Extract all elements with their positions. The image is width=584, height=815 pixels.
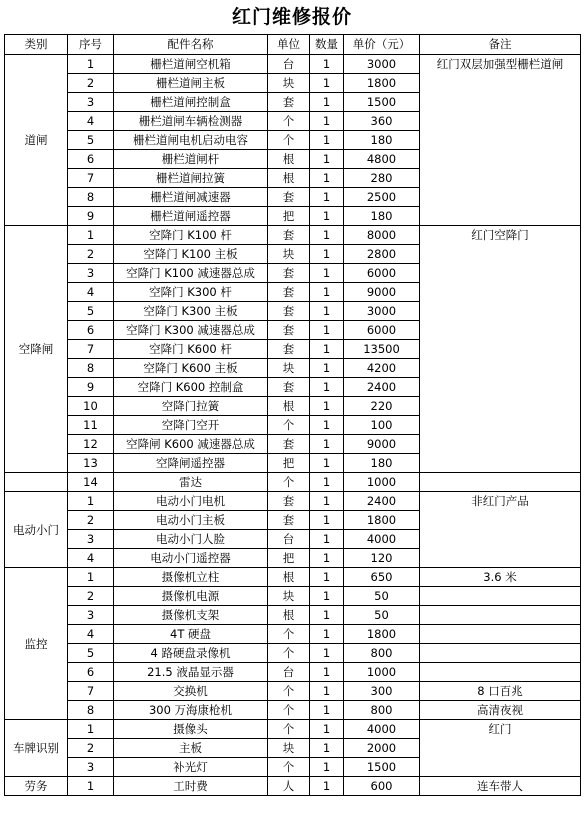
price-cell: 3000 bbox=[344, 55, 420, 74]
quote-table bbox=[4, 34, 581, 796]
quantity-cell: 1 bbox=[310, 93, 344, 112]
unit-cell: 套 bbox=[268, 226, 310, 245]
unit-cell: 套 bbox=[268, 492, 310, 511]
quantity-cell: 1 bbox=[310, 131, 344, 150]
part-name: 栅栏道闸遥控器 bbox=[114, 207, 268, 226]
part-name: 300 万海康枪机 bbox=[114, 701, 268, 720]
part-name: 栅栏道闸减速器 bbox=[114, 188, 268, 207]
quantity-cell: 1 bbox=[310, 378, 344, 397]
row-number: 1 bbox=[68, 568, 114, 587]
row-number: 1 bbox=[68, 777, 114, 796]
remark-cell bbox=[420, 587, 581, 606]
row-number: 3 bbox=[68, 606, 114, 625]
page-title: 红门维修报价 bbox=[231, 6, 352, 28]
table-row bbox=[5, 625, 581, 644]
table-row bbox=[5, 682, 581, 701]
price-cell: 6000 bbox=[344, 264, 420, 283]
quantity-cell: 1 bbox=[310, 416, 344, 435]
remark-cell bbox=[420, 663, 581, 682]
remark-cell: 高清夜视 bbox=[420, 701, 581, 720]
part-name: 补光灯 bbox=[114, 758, 268, 777]
row-number: 9 bbox=[68, 378, 114, 397]
table-row bbox=[5, 701, 581, 720]
unit-cell: 个 bbox=[268, 644, 310, 663]
quantity-cell: 1 bbox=[310, 169, 344, 188]
category-cell: 车牌识别 bbox=[5, 720, 68, 777]
price-cell: 50 bbox=[344, 606, 420, 625]
unit-cell: 台 bbox=[268, 663, 310, 682]
header-number: 序号 bbox=[68, 35, 114, 55]
price-cell: 180 bbox=[344, 207, 420, 226]
unit-cell: 个 bbox=[268, 416, 310, 435]
price-cell: 1800 bbox=[344, 74, 420, 93]
row-number: 6 bbox=[68, 663, 114, 682]
row-number: 5 bbox=[68, 644, 114, 663]
price-cell: 1500 bbox=[344, 93, 420, 112]
row-number: 2 bbox=[68, 74, 114, 93]
part-name: 空降门拉簧 bbox=[114, 397, 268, 416]
unit-cell: 套 bbox=[268, 283, 310, 302]
row-number: 6 bbox=[68, 150, 114, 169]
unit-cell: 套 bbox=[268, 378, 310, 397]
remark-cell: 红门空降门 bbox=[420, 226, 581, 473]
unit-cell: 台 bbox=[268, 530, 310, 549]
row-number: 8 bbox=[68, 188, 114, 207]
price-cell: 1800 bbox=[344, 511, 420, 530]
price-cell: 300 bbox=[344, 682, 420, 701]
unit-cell: 块 bbox=[268, 739, 310, 758]
quantity-cell: 1 bbox=[310, 359, 344, 378]
price-cell: 800 bbox=[344, 701, 420, 720]
part-name: 主板 bbox=[114, 739, 268, 758]
quantity-cell: 1 bbox=[310, 473, 344, 492]
header-quantity: 数量 bbox=[310, 35, 344, 55]
unit-cell: 套 bbox=[268, 264, 310, 283]
part-name: 雷达 bbox=[114, 473, 268, 492]
price-cell: 2400 bbox=[344, 378, 420, 397]
quantity-cell: 1 bbox=[310, 663, 344, 682]
quantity-cell: 1 bbox=[310, 435, 344, 454]
quantity-cell: 1 bbox=[310, 682, 344, 701]
part-name: 栅栏道闸杆 bbox=[114, 150, 268, 169]
row-number: 13 bbox=[68, 454, 114, 473]
quantity-cell: 1 bbox=[310, 74, 344, 93]
price-cell: 6000 bbox=[344, 321, 420, 340]
unit-cell: 套 bbox=[268, 435, 310, 454]
quantity-cell: 1 bbox=[310, 207, 344, 226]
quantity-cell: 1 bbox=[310, 530, 344, 549]
row-number: 2 bbox=[68, 511, 114, 530]
row-number: 7 bbox=[68, 169, 114, 188]
header-part-name: 配件名称 bbox=[114, 35, 268, 55]
remark-cell bbox=[420, 625, 581, 644]
part-name: 栅栏道闸拉簧 bbox=[114, 169, 268, 188]
row-number: 3 bbox=[68, 758, 114, 777]
quantity-cell: 1 bbox=[310, 568, 344, 587]
part-name: 电动小门遥控器 bbox=[114, 549, 268, 568]
remark-cell: 8 口百兆 bbox=[420, 682, 581, 701]
header-unit: 单位 bbox=[268, 35, 310, 55]
table-row bbox=[5, 568, 581, 587]
row-number: 7 bbox=[68, 682, 114, 701]
quantity-cell: 1 bbox=[310, 720, 344, 739]
row-number: 1 bbox=[68, 55, 114, 74]
quantity-cell: 1 bbox=[310, 340, 344, 359]
table-row bbox=[5, 587, 581, 606]
category-cell: 电动小门 bbox=[5, 492, 68, 568]
unit-cell: 个 bbox=[268, 758, 310, 777]
price-cell: 1800 bbox=[344, 625, 420, 644]
part-name: 空降门 K100 减速器总成 bbox=[114, 264, 268, 283]
unit-cell: 个 bbox=[268, 131, 310, 150]
row-number: 5 bbox=[68, 302, 114, 321]
category-cell bbox=[5, 473, 68, 492]
header-row bbox=[5, 35, 581, 55]
row-number: 4 bbox=[68, 549, 114, 568]
part-name: 4T 硬盘 bbox=[114, 625, 268, 644]
remark-cell: 红门双层加强型栅栏道闸 bbox=[420, 55, 581, 226]
part-name: 栅栏道闸车辆检测器 bbox=[114, 112, 268, 131]
quantity-cell: 1 bbox=[310, 511, 344, 530]
unit-cell: 块 bbox=[268, 359, 310, 378]
table-row bbox=[5, 720, 581, 739]
quantity-cell: 1 bbox=[310, 264, 344, 283]
row-number: 6 bbox=[68, 321, 114, 340]
price-cell: 2400 bbox=[344, 492, 420, 511]
unit-cell: 根 bbox=[268, 169, 310, 188]
row-number: 2 bbox=[68, 245, 114, 264]
unit-cell: 个 bbox=[268, 682, 310, 701]
unit-cell: 把 bbox=[268, 549, 310, 568]
quantity-cell: 1 bbox=[310, 55, 344, 74]
table-row bbox=[5, 606, 581, 625]
unit-cell: 台 bbox=[268, 55, 310, 74]
row-number: 1 bbox=[68, 492, 114, 511]
unit-cell: 套 bbox=[268, 511, 310, 530]
unit-cell: 套 bbox=[268, 188, 310, 207]
quantity-cell: 1 bbox=[310, 321, 344, 340]
unit-cell: 根 bbox=[268, 150, 310, 169]
remark-cell: 非红门产品 bbox=[420, 492, 581, 568]
quantity-cell: 1 bbox=[310, 644, 344, 663]
part-name: 空降门 K300 减速器总成 bbox=[114, 321, 268, 340]
unit-cell: 把 bbox=[268, 454, 310, 473]
remark-cell bbox=[420, 606, 581, 625]
part-name: 栅栏道闸电机启动电容 bbox=[114, 131, 268, 150]
price-cell: 13500 bbox=[344, 340, 420, 359]
row-number: 8 bbox=[68, 701, 114, 720]
price-cell: 180 bbox=[344, 454, 420, 473]
quantity-cell: 1 bbox=[310, 226, 344, 245]
price-cell: 2000 bbox=[344, 739, 420, 758]
price-cell: 4200 bbox=[344, 359, 420, 378]
unit-cell: 个 bbox=[268, 112, 310, 131]
header-remarks: 备注 bbox=[420, 35, 581, 55]
unit-cell: 个 bbox=[268, 720, 310, 739]
unit-cell: 块 bbox=[268, 587, 310, 606]
part-name: 空降闸遥控器 bbox=[114, 454, 268, 473]
unit-cell: 块 bbox=[268, 74, 310, 93]
quantity-cell: 1 bbox=[310, 188, 344, 207]
quantity-cell: 1 bbox=[310, 454, 344, 473]
unit-cell: 人 bbox=[268, 777, 310, 796]
category-cell: 道闸 bbox=[5, 55, 68, 226]
part-name: 电动小门人脸 bbox=[114, 530, 268, 549]
quantity-cell: 1 bbox=[310, 587, 344, 606]
part-name: 栅栏道闸空机箱 bbox=[114, 55, 268, 74]
unit-cell: 个 bbox=[268, 625, 310, 644]
unit-cell: 套 bbox=[268, 321, 310, 340]
part-name: 4 路硬盘录像机 bbox=[114, 644, 268, 663]
part-name: 摄像机支架 bbox=[114, 606, 268, 625]
part-name: 交换机 bbox=[114, 682, 268, 701]
row-number: 14 bbox=[68, 473, 114, 492]
price-cell: 280 bbox=[344, 169, 420, 188]
part-name: 摄像机立柱 bbox=[114, 568, 268, 587]
remark-cell: 3.6 米 bbox=[420, 568, 581, 587]
part-name: 空降门 K300 主板 bbox=[114, 302, 268, 321]
quantity-cell: 1 bbox=[310, 283, 344, 302]
part-name: 21.5 液晶显示器 bbox=[114, 663, 268, 682]
row-number: 1 bbox=[68, 720, 114, 739]
table-row bbox=[5, 226, 581, 245]
unit-cell: 个 bbox=[268, 473, 310, 492]
table-row bbox=[5, 777, 581, 796]
quantity-cell: 1 bbox=[310, 302, 344, 321]
row-number: 5 bbox=[68, 131, 114, 150]
part-name: 栅栏道闸控制盒 bbox=[114, 93, 268, 112]
quantity-cell: 1 bbox=[310, 549, 344, 568]
price-cell: 600 bbox=[344, 777, 420, 796]
quantity-cell: 1 bbox=[310, 492, 344, 511]
price-cell: 2500 bbox=[344, 188, 420, 207]
row-number: 7 bbox=[68, 340, 114, 359]
part-name: 工时费 bbox=[114, 777, 268, 796]
row-number: 12 bbox=[68, 435, 114, 454]
part-name: 电动小门主板 bbox=[114, 511, 268, 530]
price-cell: 2800 bbox=[344, 245, 420, 264]
price-cell: 4000 bbox=[344, 530, 420, 549]
table-row bbox=[5, 644, 581, 663]
price-cell: 360 bbox=[344, 112, 420, 131]
row-number: 9 bbox=[68, 207, 114, 226]
part-name: 空降闸 K600 减速器总成 bbox=[114, 435, 268, 454]
unit-cell: 个 bbox=[268, 701, 310, 720]
price-cell: 4000 bbox=[344, 720, 420, 739]
remark-cell: 红门 bbox=[420, 720, 581, 777]
quantity-cell: 1 bbox=[310, 245, 344, 264]
remark-cell bbox=[420, 473, 581, 492]
row-number: 4 bbox=[68, 112, 114, 131]
table-row bbox=[5, 492, 581, 511]
quantity-cell: 1 bbox=[310, 739, 344, 758]
quantity-cell: 1 bbox=[310, 701, 344, 720]
category-cell: 监控 bbox=[5, 568, 68, 720]
part-name: 空降门 K100 主板 bbox=[114, 245, 268, 264]
price-cell: 9000 bbox=[344, 283, 420, 302]
row-number: 4 bbox=[68, 283, 114, 302]
category-cell: 劳务 bbox=[5, 777, 68, 796]
price-cell: 100 bbox=[344, 416, 420, 435]
row-number: 11 bbox=[68, 416, 114, 435]
part-name: 空降门空开 bbox=[114, 416, 268, 435]
part-name: 栅栏道闸主板 bbox=[114, 74, 268, 93]
row-number: 10 bbox=[68, 397, 114, 416]
row-number: 1 bbox=[68, 226, 114, 245]
price-cell: 50 bbox=[344, 587, 420, 606]
part-name: 空降门 K300 杆 bbox=[114, 283, 268, 302]
price-cell: 1000 bbox=[344, 473, 420, 492]
price-cell: 4800 bbox=[344, 150, 420, 169]
row-number: 2 bbox=[68, 587, 114, 606]
unit-cell: 块 bbox=[268, 245, 310, 264]
row-number: 2 bbox=[68, 739, 114, 758]
table-row bbox=[5, 55, 581, 74]
price-cell: 650 bbox=[344, 568, 420, 587]
row-number: 3 bbox=[68, 93, 114, 112]
price-cell: 220 bbox=[344, 397, 420, 416]
quantity-cell: 1 bbox=[310, 777, 344, 796]
part-name: 空降门 K600 主板 bbox=[114, 359, 268, 378]
remark-cell bbox=[420, 644, 581, 663]
quantity-cell: 1 bbox=[310, 606, 344, 625]
unit-cell: 根 bbox=[268, 606, 310, 625]
header-category: 类别 bbox=[5, 35, 68, 55]
unit-cell: 根 bbox=[268, 568, 310, 587]
price-cell: 3000 bbox=[344, 302, 420, 321]
quote-body bbox=[5, 55, 581, 796]
quantity-cell: 1 bbox=[310, 625, 344, 644]
row-number: 8 bbox=[68, 359, 114, 378]
price-cell: 180 bbox=[344, 131, 420, 150]
row-number: 3 bbox=[68, 530, 114, 549]
remark-cell: 连车带人 bbox=[420, 777, 581, 796]
part-name: 摄像机电源 bbox=[114, 587, 268, 606]
part-name: 电动小门电机 bbox=[114, 492, 268, 511]
table-row bbox=[5, 663, 581, 682]
price-cell: 8000 bbox=[344, 226, 420, 245]
unit-cell: 根 bbox=[268, 397, 310, 416]
part-name: 摄像头 bbox=[114, 720, 268, 739]
price-cell: 9000 bbox=[344, 435, 420, 454]
row-number: 3 bbox=[68, 264, 114, 283]
category-cell: 空降闸 bbox=[5, 226, 68, 473]
part-name: 空降门 K600 控制盒 bbox=[114, 378, 268, 397]
part-name: 空降门 K600 杆 bbox=[114, 340, 268, 359]
price-cell: 120 bbox=[344, 549, 420, 568]
quantity-cell: 1 bbox=[310, 112, 344, 131]
unit-cell: 套 bbox=[268, 93, 310, 112]
quantity-cell: 1 bbox=[310, 397, 344, 416]
unit-cell: 套 bbox=[268, 302, 310, 321]
quantity-cell: 1 bbox=[310, 758, 344, 777]
price-cell: 800 bbox=[344, 644, 420, 663]
row-number: 4 bbox=[68, 625, 114, 644]
price-cell: 1500 bbox=[344, 758, 420, 777]
header-unit-price: 单价（元） bbox=[344, 35, 420, 55]
unit-cell: 套 bbox=[268, 340, 310, 359]
part-name: 空降门 K100 杆 bbox=[114, 226, 268, 245]
quantity-cell: 1 bbox=[310, 150, 344, 169]
table-row bbox=[5, 473, 581, 492]
price-cell: 1000 bbox=[344, 663, 420, 682]
unit-cell: 把 bbox=[268, 207, 310, 226]
